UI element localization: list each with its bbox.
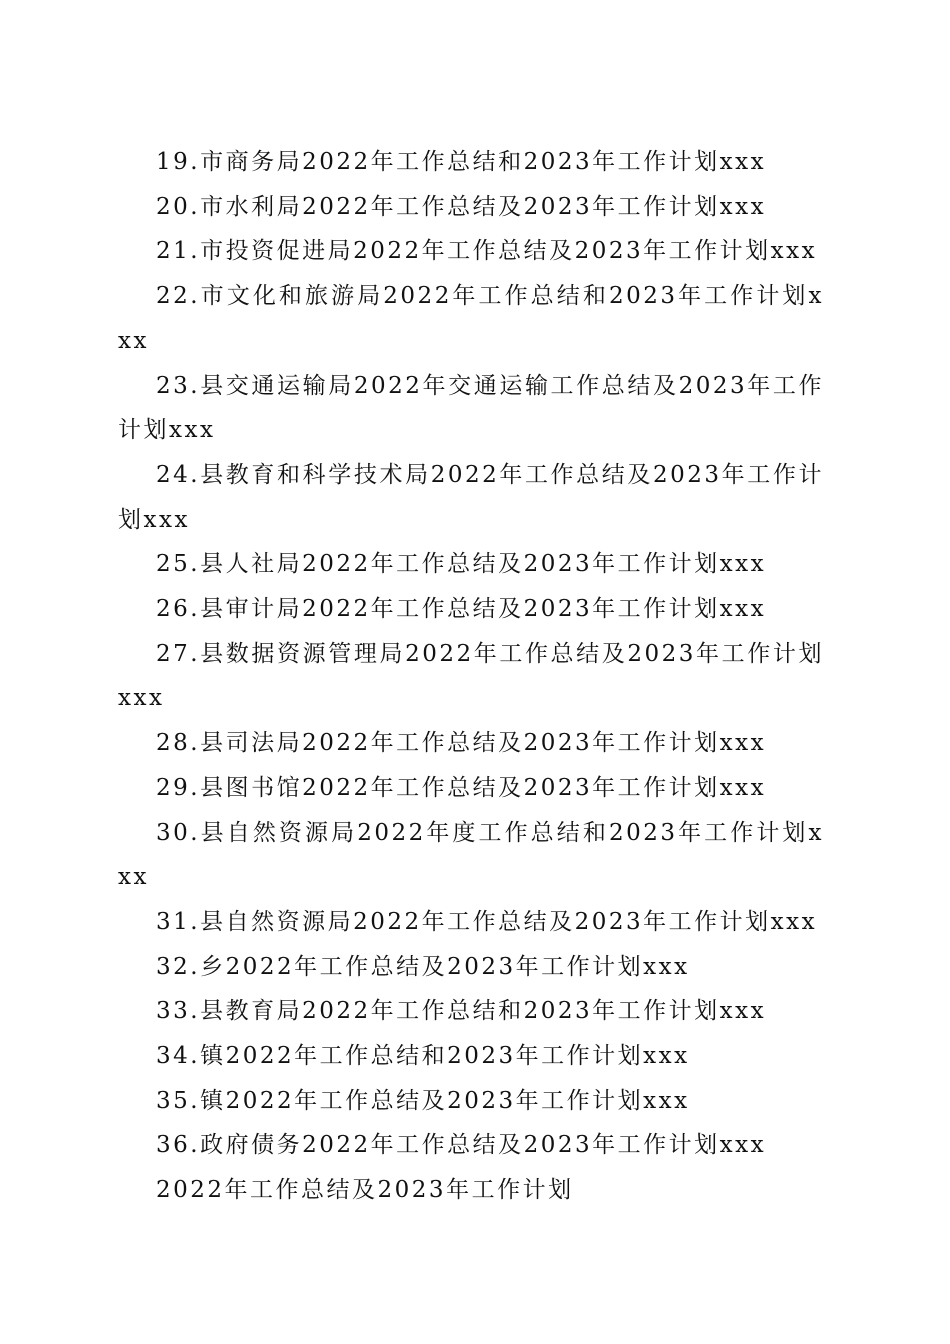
list-item: 25.县人社局2022年工作总结及2023年工作计划xxx — [156, 551, 767, 578]
list-item: 24.县教育和科学技术局2022年工作总结及2023年工作计划xxx — [118, 461, 824, 533]
list-item: 22.市文化和旅游局2022年工作总结和2023年工作计划xxx — [118, 283, 824, 354]
list-item: 30.县自然资源局2022年度工作总结和2023年工作计划xxx — [118, 819, 824, 891]
list-item: 31.县自然资源局2022年工作总结及2023年工作计划xxx — [156, 908, 818, 935]
list-item: 36.政府债务2022年工作总结及2023年工作计划xxx — [156, 1132, 767, 1159]
list-item: 19.市商务局2022年工作总结和2023年工作计划xxx — [156, 149, 767, 175]
list-item: 20.市水利局2022年工作总结及2023年工作计划xxx — [156, 193, 767, 220]
list-item: 27.县数据资源管理局2022年工作总结及2023年工作计划xxx — [118, 640, 824, 712]
closing-line: 2022年工作总结及2023年工作计划 — [156, 1177, 574, 1204]
list-item: 34.镇2022年工作总结和2023年工作计划xxx — [156, 1043, 690, 1070]
list-item: 28.县司法局2022年工作总结及2023年工作计划xxx — [156, 730, 767, 757]
list-item: 26.县审计局2022年工作总结及2023年工作计划xxx — [156, 596, 767, 623]
list-item: 32.乡2022年工作总结及2023年工作计划xxx — [156, 953, 690, 980]
list-item: 29.县图书馆2022年工作总结及2023年工作计划xxx — [156, 774, 767, 801]
list-item: 23.县交通运输局2022年交通运输工作总结及2023年工作计划xxx — [118, 372, 824, 444]
list-item: 21.市投资促进局2022年工作总结及2023年工作计划xxx — [156, 238, 818, 265]
list-item: 33.县教育局2022年工作总结和2023年工作计划xxx — [156, 998, 767, 1025]
document-body — [118, 140, 824, 1213]
list-item: 35.镇2022年工作总结及2023年工作计划xxx — [156, 1087, 690, 1114]
